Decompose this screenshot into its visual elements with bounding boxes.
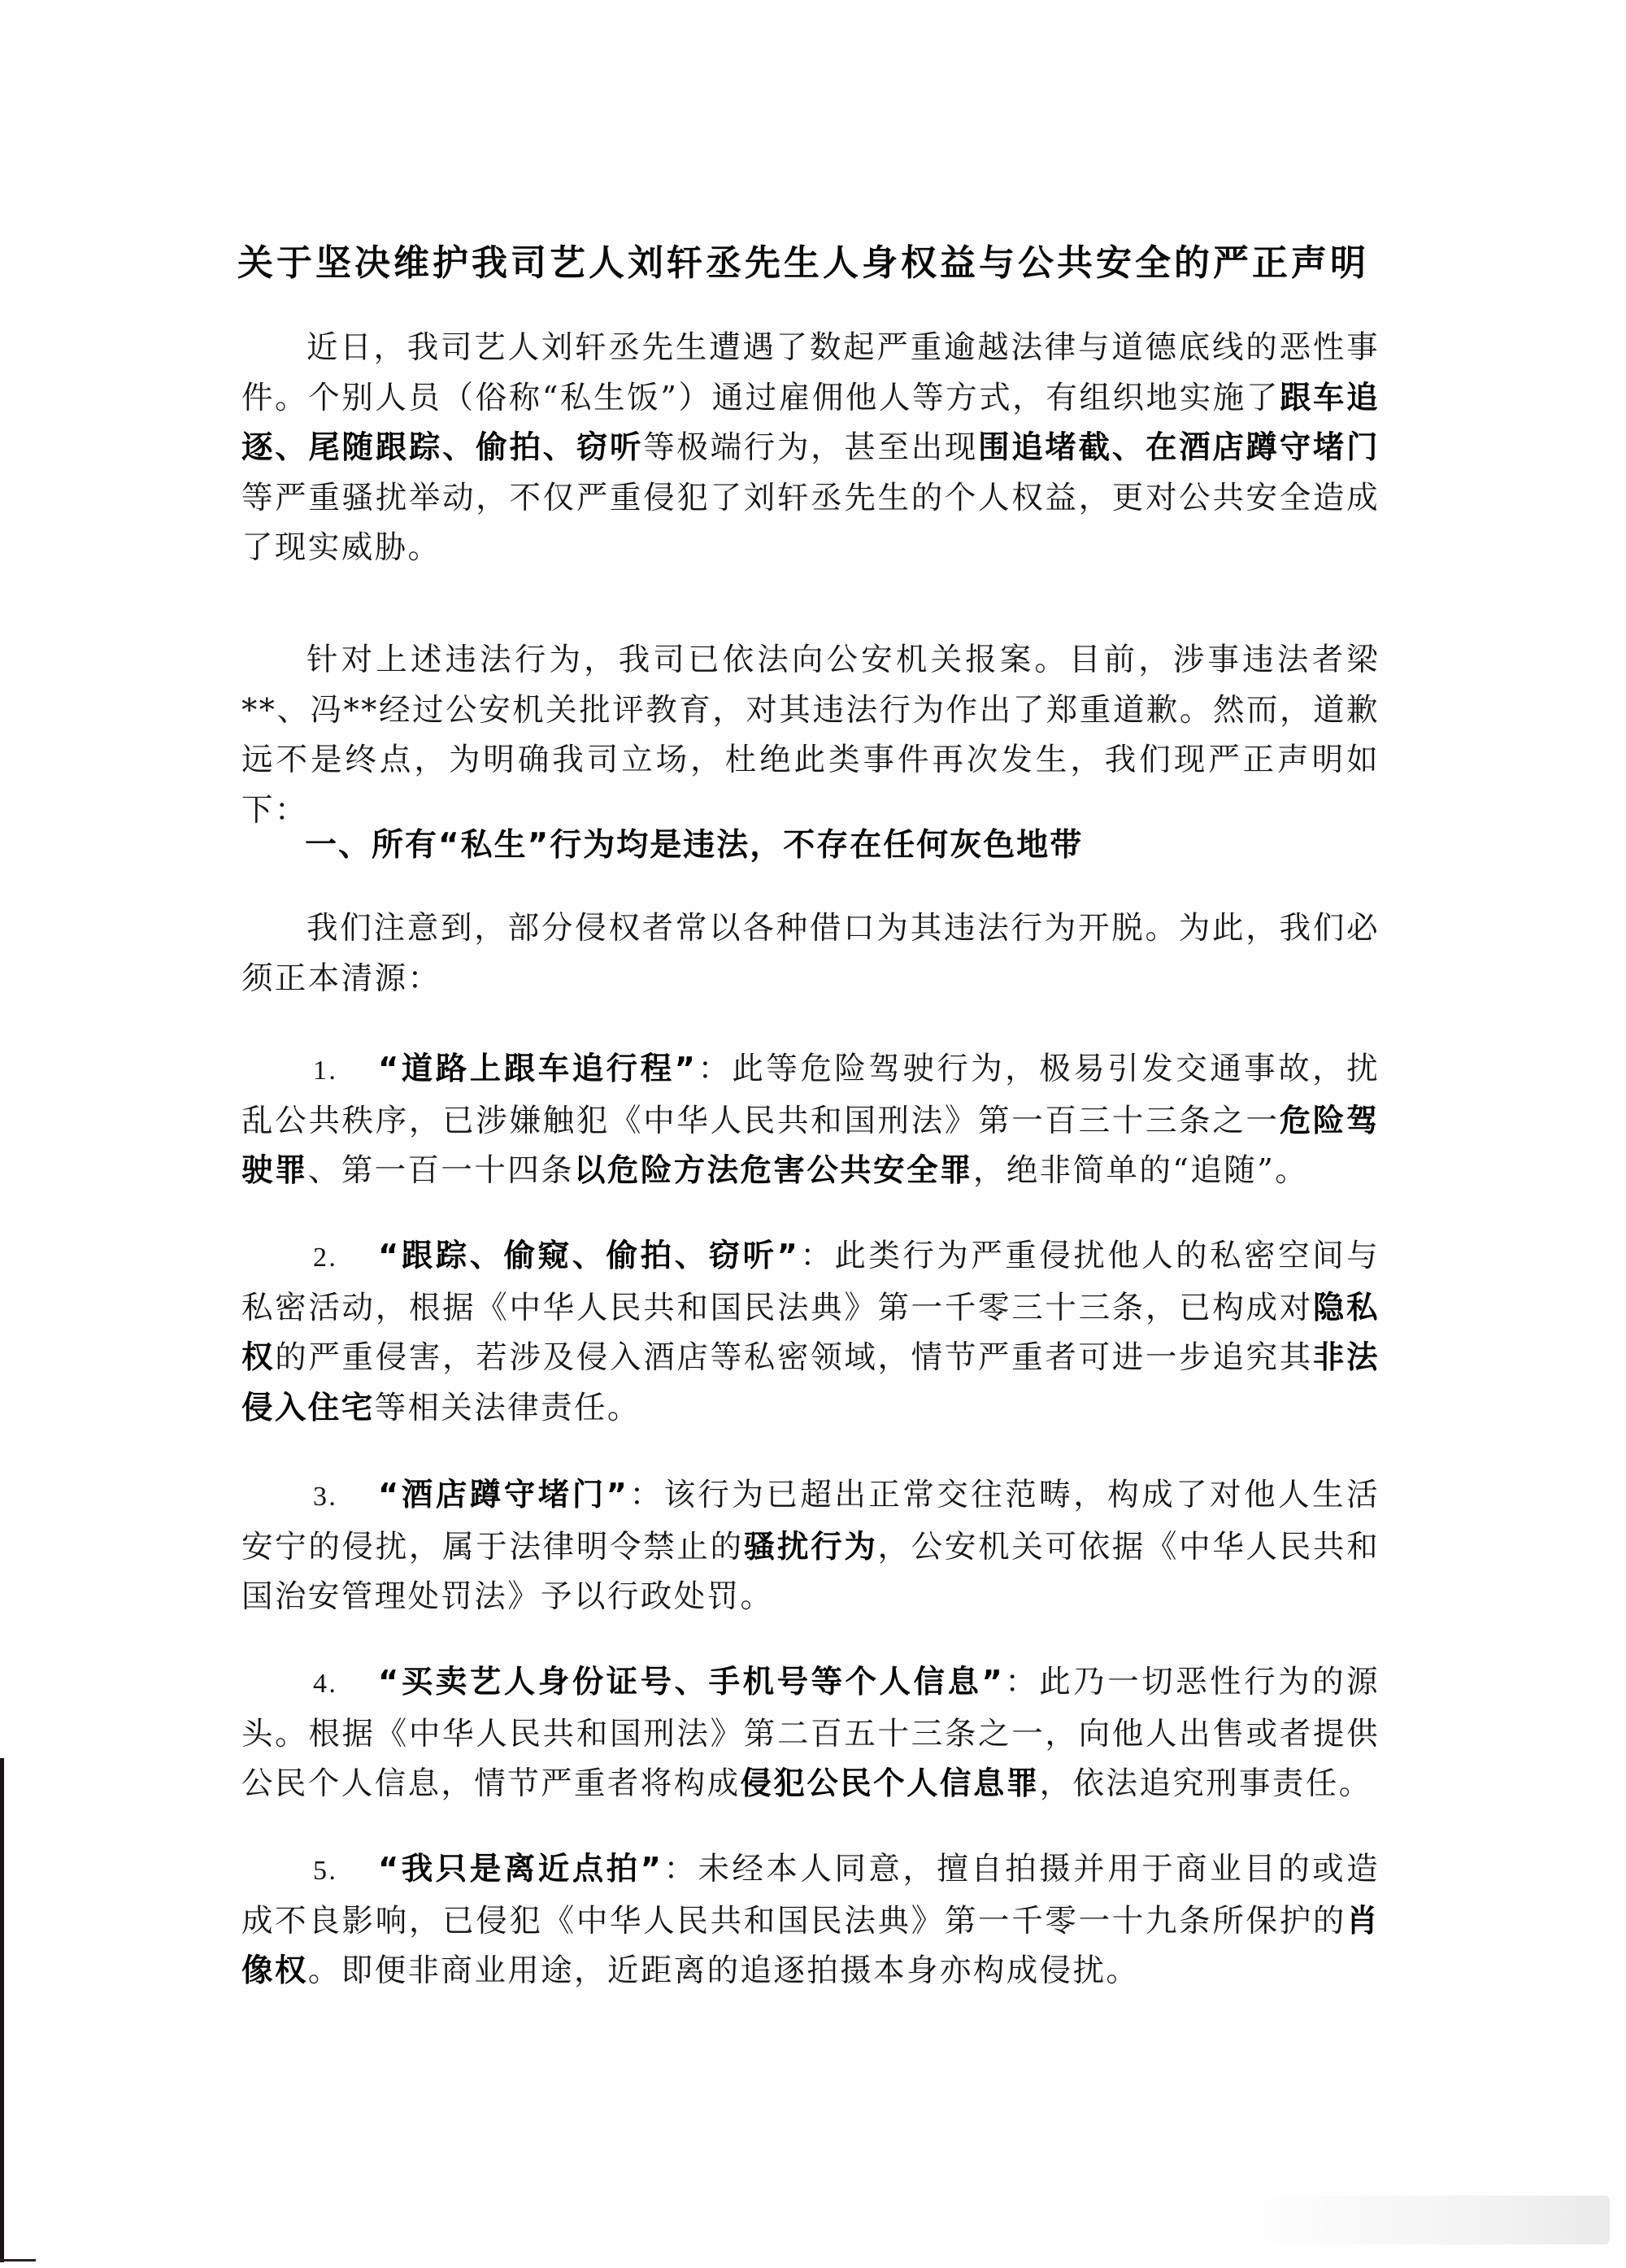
scan-edge-shadow [0,1758,4,2262]
text-run: 的严重侵害，若涉及侵入酒店等私密领域，情节严重者可进一步追究其 [275,1339,1313,1376]
text-run: ，依法追究刑事责任。 [1039,1765,1372,1802]
watermark-logo [1252,2196,1610,2244]
bold-text-run: “道路上跟车追行程” [378,1051,698,1087]
list-item-5 [241,1844,1380,1996]
bold-text-run: “买卖艺人身份证号、手机号等个人信息” [378,1664,1005,1700]
paragraph-report [241,635,1380,835]
list-item-number: 4. [313,1669,338,1699]
bold-text-run: 肖像权 [241,1902,1380,1989]
section-heading: 一、所有“私生”行为均是违法，不存在任何灰色地带 [305,827,1084,864]
text-run: ，绝非简单的“追随”。 [972,1152,1309,1189]
document-title: 关于坚决维护我司艺人刘轩丞先生人身权益与公共安全的严正声明 [237,242,1369,284]
bold-text-run: 侵犯公民个人信息罪 [740,1765,1040,1802]
text-run: 等相关法律责任。 [374,1389,641,1426]
list-item-4 [241,1657,1380,1809]
text-run: ：此等危险驾驶行为，极易引发交通事故，扰乱公共秩序，已涉嫌触犯《中华人民共和国刑法》第一百三十三条之一 [241,1051,1380,1139]
text-run: ：此类行为严重侵扰他人的私密空间与私密活动，根据《中华人民共和国民法典》第一千零三十三条，已构成对 [241,1238,1380,1326]
text-run: 等极端行为，甚至出现 [643,429,979,466]
list-item-number: 1. [313,1056,338,1086]
bold-text-run: 隐私权 [241,1289,1380,1376]
scan-edge-shadow-foot [0,2259,36,2261]
bold-text-run: “我只是离近点拍” [378,1851,663,1887]
text-run: 等严重骚扰举动，不仅严重侵犯了刘轩丞先生的个人权益，更对公共安全造成了现实威胁。 [241,479,1380,566]
list-item-number: 5. [313,1856,338,1886]
paragraph-intro [241,323,1380,573]
bold-text-run: “跟踪、偷窥、偷拍、窃听” [378,1238,800,1274]
bold-text-run: “酒店蹲守堵门” [378,1477,629,1513]
bold-text-run: 以危险方法危害公共安全罪 [574,1152,973,1189]
bold-text-run: 围追堵截、在酒店蹲守堵门 [978,429,1380,466]
text-run: ：未经本人同意，擅自拍摄并用于商业目的或造成不良影响，已侵犯《中华人民共和国民法典》第一千零一十九条所保护的 [241,1851,1380,1939]
bold-text-run: 骚扰行为 [743,1528,878,1565]
text-run: 近日，我司艺人刘轩丞先生遭遇了数起严重逾越法律与道德底线的恶性事件。个别人员（俗称“私生饭”）通过雇佣他人等方式，有组织地实施了 [241,329,1380,416]
section-intro: 我们注意到，部分侵权者常以各种借口为其违法行为开脱。为此，我们必须正本清源： [241,910,1380,997]
text-run: ，公安机关可依据《中华人民共和国治安管理处罚法》予以行政处罚。 [241,1528,1380,1615]
bold-text-run: 非法侵入住宅 [241,1339,1380,1426]
list-item-1 [241,1044,1380,1196]
text-run: 针对上述违法行为，我司已依法向公安机关报案。目前，涉事违法者梁**、冯**经过公安机关批评教育，对其违法行为作出了郑重道歉。然而，道歉远不是终点，为明确我司立场，杜绝此类事件再次发生，我们现严正声明如下： [241,642,1380,829]
bold-text-run: 危险驾驶罪 [241,1102,1380,1189]
bold-text-run: 跟车追逐、尾随跟踪、偷拍、窃听 [241,379,1380,466]
list-item-number: 2. [313,1243,338,1273]
list-item-3 [241,1470,1380,1622]
list-item-number: 3. [313,1482,338,1512]
list-item-2 [241,1231,1380,1433]
text-run: 、第一百一十四条 [307,1152,575,1189]
text-run: 。即便非商业用途，近距离的追逐拍摄本身亦构成侵扰。 [307,1952,1140,1989]
text-run: ：该行为已超出正常交往范畴，构成了对他人生活安宁的侵扰，属于法律明令禁止的 [241,1477,1380,1565]
text-run: ：此乃一切恶性行为的源头。根据《中华人民共和国刑法》第二百五十三条之一，向他人出售或者提供公民个人信息，情节严重者将构成 [241,1664,1380,1802]
